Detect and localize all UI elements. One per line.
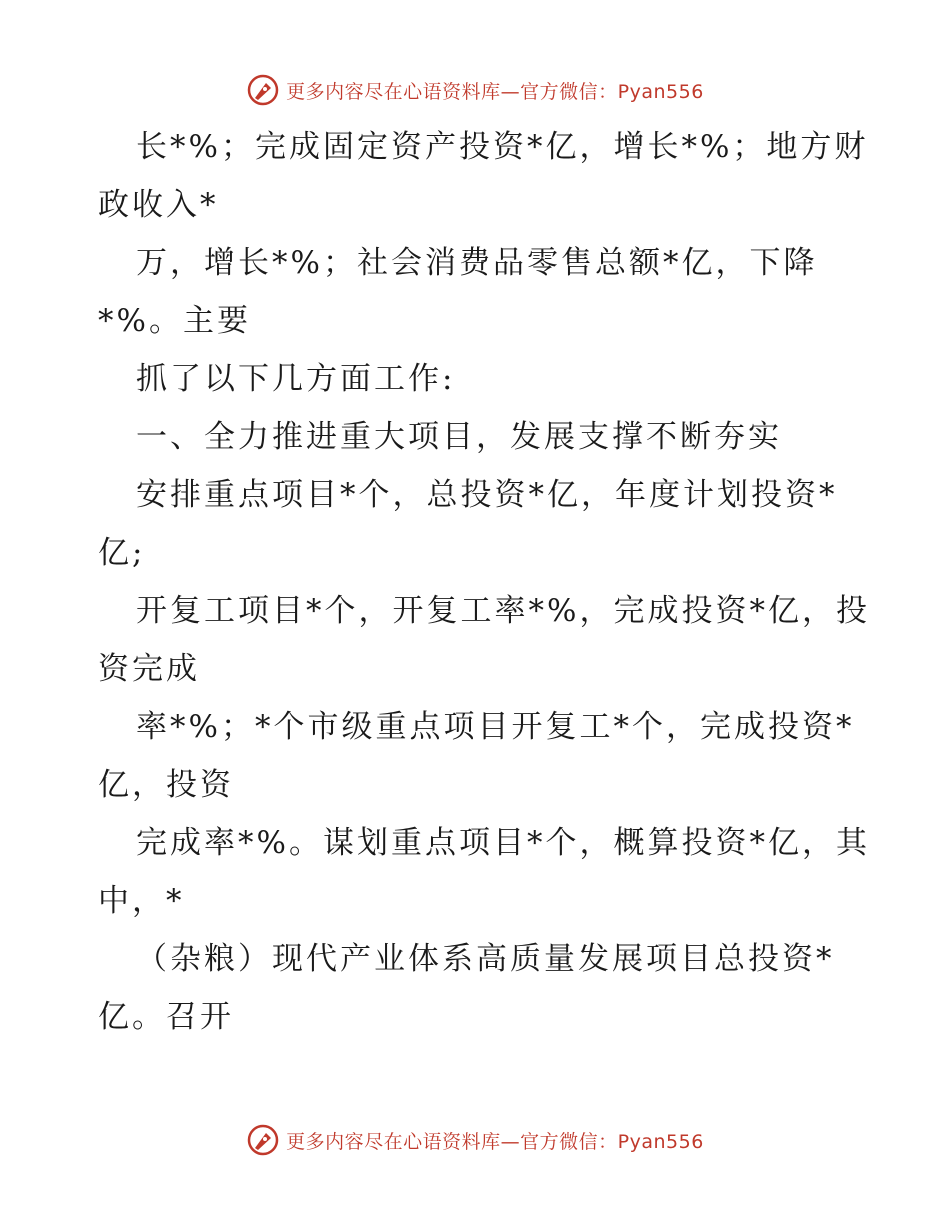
text-line: 中，* <box>98 883 185 919</box>
text-line: 亿; <box>98 535 146 571</box>
pen-nib-logo-icon <box>246 73 280 107</box>
footer-banner <box>0 1120 950 1160</box>
pen-nib-logo-icon <box>246 1123 280 1157</box>
text-line: 开复工项目*个，开复工率*%，完成投资*亿，投 <box>136 593 870 629</box>
text-line: 安排重点项目*个，总投资*亿，年度计划投资* <box>136 477 838 513</box>
text-line: 一、全力推进重大项目，发展支撑不断夯实 <box>136 419 782 455</box>
text-line: 完成率*%。谋划重点项目*个，概算投资*亿，其 <box>136 825 870 861</box>
text-line: 亿，投资 <box>98 767 234 803</box>
text-line: 长*%；完成固定资产投资*亿，增长*%；地方财 <box>136 129 869 165</box>
text-line: 政收入* <box>98 187 219 223</box>
text-line: 资完成 <box>98 651 200 687</box>
header-banner <box>0 70 950 110</box>
footer-banner-text: 更多内容尽在心语资料库—官方微信：Pyan556 <box>286 1130 704 1153</box>
document-body <box>98 118 870 1046</box>
header-banner-text: 更多内容尽在心语资料库—官方微信：Pyan556 <box>286 80 704 103</box>
text-line: 率*%；*个市级重点项目开复工*个，完成投资* <box>136 709 855 745</box>
text-line: *%。主要 <box>98 303 251 339</box>
text-line: 抓了以下几方面工作: <box>136 361 456 397</box>
text-line: （杂粮）现代产业体系高质量发展项目总投资* <box>136 941 835 977</box>
text-line: 万，增长*%；社会消费品零售总额*亿，下降 <box>136 245 818 281</box>
text-line: 亿。召开 <box>98 999 234 1035</box>
